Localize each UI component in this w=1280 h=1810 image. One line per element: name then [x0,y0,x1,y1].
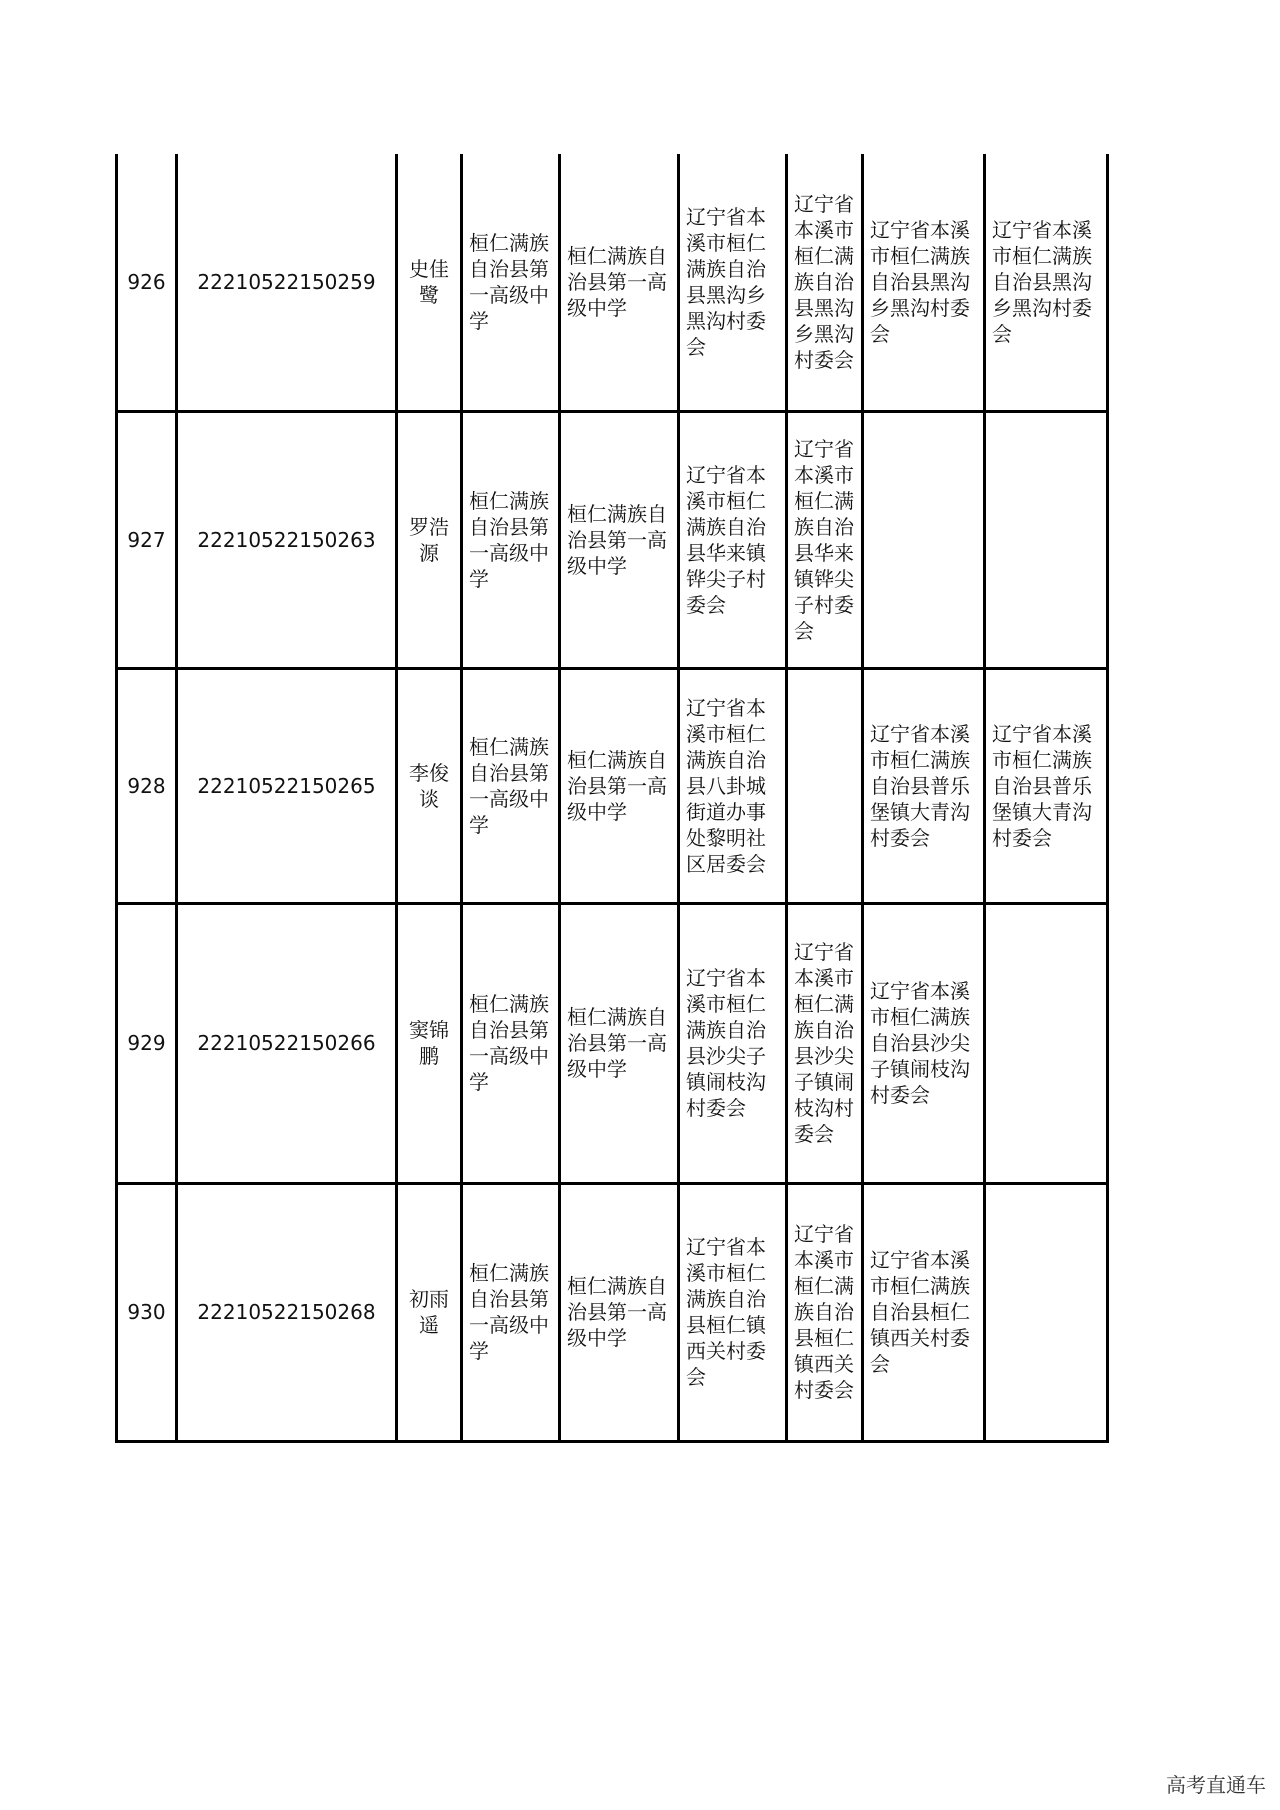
address-1: 辽宁省本溪市桓仁满族自治县华来镇铧尖子村委会 [679,411,787,668]
school-name: 桓仁满族自治县第一高级中学 [462,154,560,411]
address-3: 辽宁省本溪市桓仁满族自治县桓仁镇西关村委会 [863,1183,985,1441]
candidate-id: 22210522150259 [177,154,397,411]
address-3: 辽宁省本溪市桓仁满族自治县黑沟乡黑沟村委会 [863,154,985,411]
table-row [117,154,1108,411]
address-4: 辽宁省本溪市桓仁满族自治县黑沟乡黑沟村委会 [985,154,1108,411]
address-4: 辽宁省本溪市桓仁满族自治县普乐堡镇大青沟村委会 [985,668,1108,903]
school-name: 桓仁满族自治县第一高级中学 [462,903,560,1183]
row-number: 929 [117,903,177,1183]
school-name-2: 桓仁满族自治县第一高级中学 [560,154,679,411]
school-name-2: 桓仁满族自治县第一高级中学 [560,1183,679,1441]
address-3: 辽宁省本溪市桓仁满族自治县沙尖子镇闹枝沟村委会 [863,903,985,1183]
school-name: 桓仁满族自治县第一高级中学 [462,668,560,903]
row-number: 927 [117,411,177,668]
address-2: 辽宁省本溪市桓仁满族自治县华来镇铧尖子村委会 [787,411,863,668]
address-1: 辽宁省本溪市桓仁满族自治县桓仁镇西关村委会 [679,1183,787,1441]
school-name-2: 桓仁满族自治县第一高级中学 [560,668,679,903]
table-row [117,411,1108,668]
school-name: 桓仁满族自治县第一高级中学 [462,411,560,668]
address-2: 辽宁省本溪市桓仁满族自治县沙尖子镇闹枝沟村委会 [787,903,863,1183]
address-2: 辽宁省本溪市桓仁满族自治县黑沟乡黑沟村委会 [787,154,863,411]
candidate-id: 22210522150268 [177,1183,397,1441]
admission-table [115,154,1109,1443]
address-3: 辽宁省本溪市桓仁满族自治县普乐堡镇大青沟村委会 [863,668,985,903]
student-name: 罗浩源 [397,411,462,668]
table-row [117,668,1108,903]
student-name: 李俊谈 [397,668,462,903]
address-3 [863,411,985,668]
address-1: 辽宁省本溪市桓仁满族自治县沙尖子镇闹枝沟村委会 [679,903,787,1183]
candidate-id: 22210522150263 [177,411,397,668]
school-name: 桓仁满族自治县第一高级中学 [462,1183,560,1441]
address-1: 辽宁省本溪市桓仁满族自治县黑沟乡黑沟村委会 [679,154,787,411]
candidate-id: 22210522150266 [177,903,397,1183]
student-name: 史佳鹭 [397,154,462,411]
school-name-2: 桓仁满族自治县第一高级中学 [560,903,679,1183]
address-2: 辽宁省本溪市桓仁满族自治县桓仁镇西关村委会 [787,1183,863,1441]
address-4 [985,903,1108,1183]
row-number: 930 [117,1183,177,1441]
address-4 [985,411,1108,668]
student-name: 窦锦鹏 [397,903,462,1183]
address-1: 辽宁省本溪市桓仁满族自治县八卦城街道办事处黎明社区居委会 [679,668,787,903]
row-number: 926 [117,154,177,411]
address-4 [985,1183,1108,1441]
candidate-id: 22210522150265 [177,668,397,903]
row-number: 928 [117,668,177,903]
watermark-text: 高考直通车 [1166,1773,1266,1797]
table-row [117,1183,1108,1441]
address-2 [787,668,863,903]
table-row [117,903,1108,1183]
school-name-2: 桓仁满族自治县第一高级中学 [560,411,679,668]
student-name: 初雨遥 [397,1183,462,1441]
